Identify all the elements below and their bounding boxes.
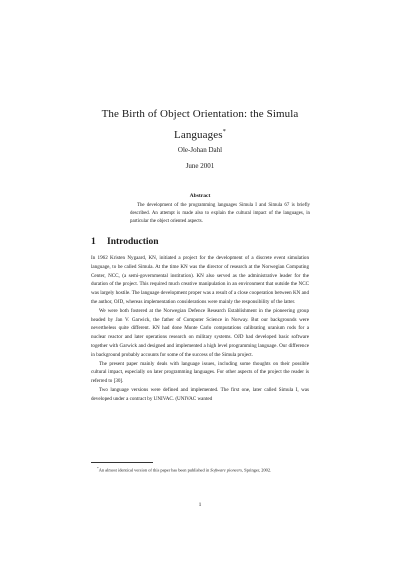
section-number: 1 bbox=[91, 237, 96, 247]
footnote bbox=[91, 465, 309, 473]
footnote-emphasis: Software pioneers bbox=[210, 467, 242, 473]
body-text bbox=[91, 254, 309, 404]
footnote-mark: * bbox=[97, 466, 99, 470]
section-heading bbox=[91, 237, 159, 247]
section-title: Introduction bbox=[107, 237, 159, 247]
footnote-text-after: , Springer, 2002. bbox=[241, 467, 272, 473]
title-line-2: Languages bbox=[174, 129, 223, 141]
abstract-heading: Abstract bbox=[189, 193, 211, 199]
title-footnote-mark: * bbox=[222, 128, 226, 135]
footnote-text-before: An almost identical version of this paper has been published in bbox=[98, 467, 211, 473]
paragraph: Two language versions were defined and implemented. The first one, later called Simula I, was developed under a contract by UNIVAC. (UNIVAC wanted bbox=[91, 386, 309, 402]
title-line-1: The Birth of Object Orientation: the Simula bbox=[101, 108, 299, 120]
paragraph: In 1962 Kristen Nygaard, KN, initiated a project for the development of a discrete event simulation language, to be called Simula. At the time KN was the director of research at the Norwegian Computing Center, NCC, (a semi-governmental institution). KN also served as the administrative leader for the duration of the project. This required much creative manipulation in an environment that outside the NCC was largely hostile. The language development proper was a result of a close cooperation between KN and the author, OJD, whereas implementation considerations were mainly the responsibility of the latter. bbox=[91, 255, 309, 305]
footnote-rule bbox=[91, 462, 153, 463]
page-number: 1 bbox=[198, 502, 202, 508]
paragraph: The present paper mainly deals with language issues, including some thoughts on their possible cultural impact, especially on later programming languages. For other aspects of the project the reader is referred to [30]. bbox=[91, 360, 309, 385]
publication-date: June 2001 bbox=[185, 162, 215, 170]
author-name: Ole-Johan Dahl bbox=[177, 146, 223, 154]
abstract-text: The development of the programming languages Simula I and Simula 67 is briefly described. An attempt is made also to explain the cultural impact of the languages, in particular the object oriented aspects. bbox=[130, 203, 310, 224]
paper-title bbox=[95, 106, 305, 144]
paragraph: We were both fostered at the Norwegian Defence Research Establishment in the pioneering group headed by Jan V. Garwick, the father of Computer Science in Norway. But our backgrounds were nevertheless quite different. KN had done Monte Carlo computations calibrating uranium rods for a nuclear reactor and later operations research on military systems. OJD had developed basic software together with Garwick and designed and implemented a high level programming language. Our difference in background probably accounts for some of the success of the Simula project. bbox=[91, 307, 309, 358]
